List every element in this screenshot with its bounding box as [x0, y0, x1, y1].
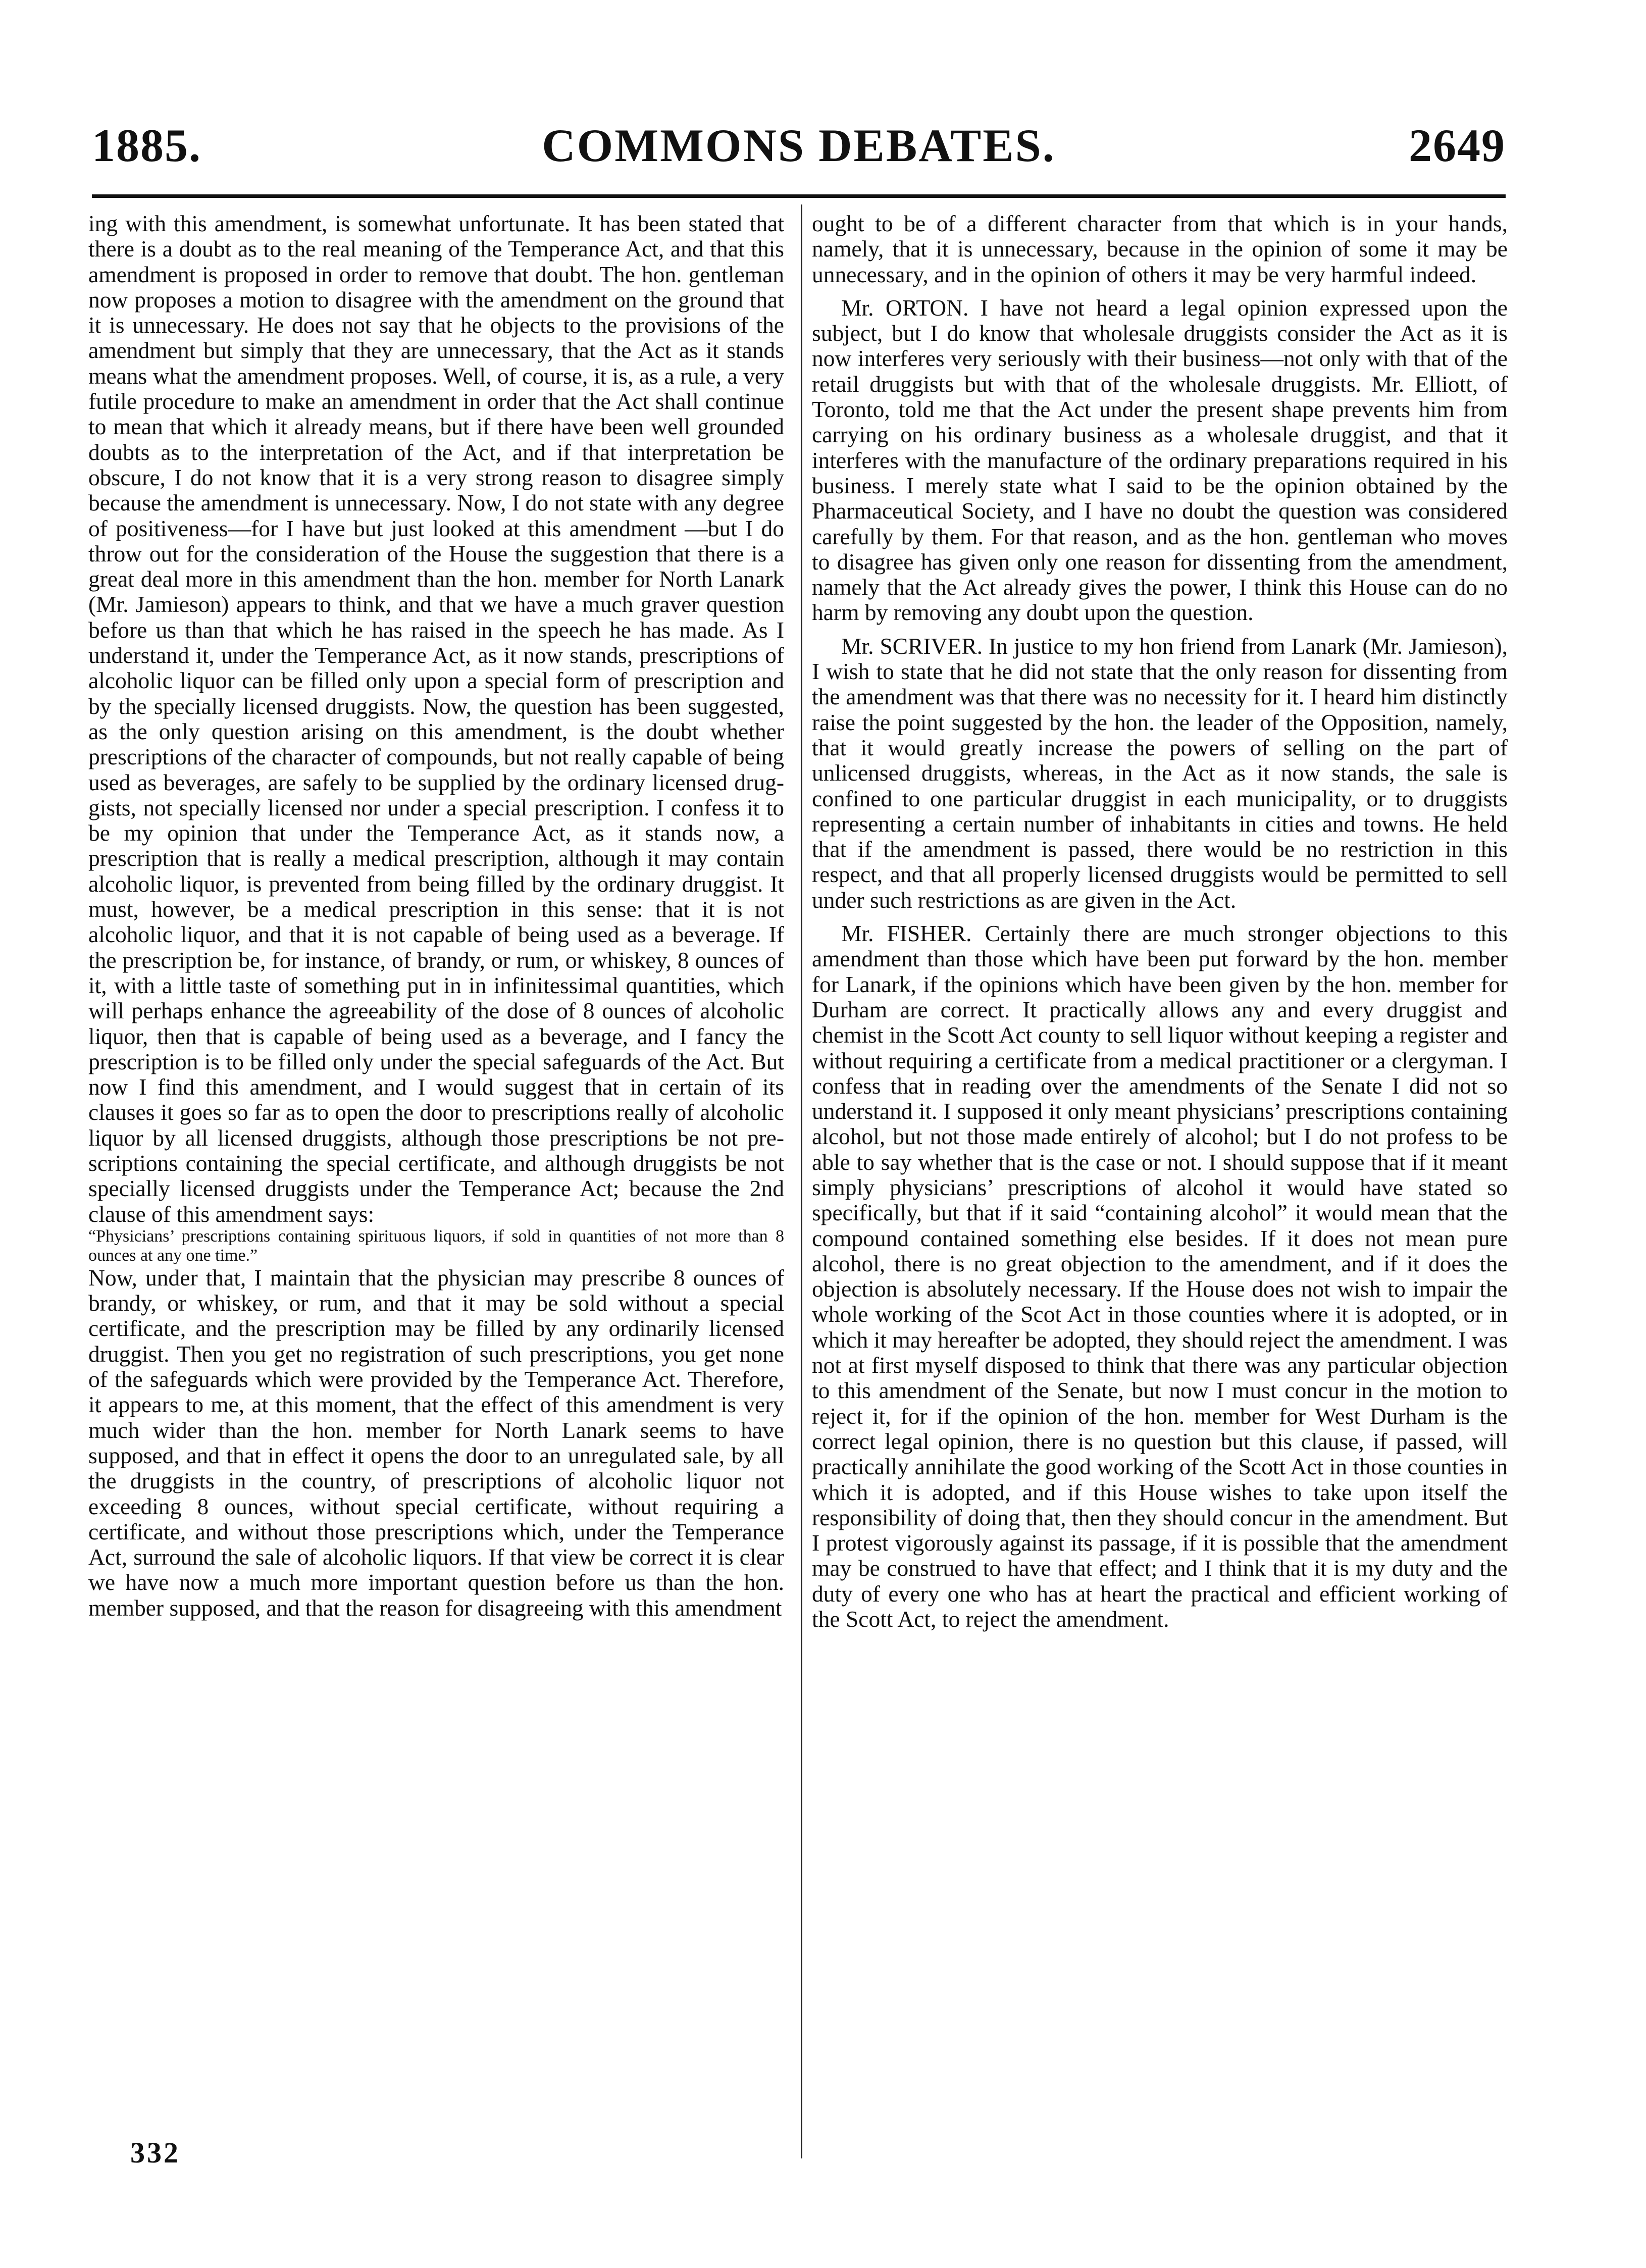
block-quote: “Physicians’ prescriptions containing spirituous liquors, if sold in quantities of not more than 8 ounces at any one time.”: [88, 1226, 784, 1265]
left-paragraph: ing with this amendment, is somewhat unfortunate. It has been stated that there is a doubt as to the real meaning of the Temperance Act, and that this amendment is proposed in order to remove that doubt. The hon. gentleman now proposes a motion to disagree with the amendment on the ground that it is unnecessary. He does not say that he objects to the provisions of the amendment but simply that they are unnecessary, that the Act as it stands means what the amendment proposes. Well, of course, it is, as a rule, a very futile procedure to make an amendment in order that the Act shall continue to mean that which it already means, but if there have been well grounded doubts as to the interpretation of the Act, and if that interpretation be obscure, I do not know that it is a very strong reason to disagree simply because the amendment is unnecessary. Now, I do not state with any degree of positiveness—for I have but just looked at this amendment —but I do throw out for the consideration of the House the suggestion that there is a great deal more in this amendment than the hon. member for North Lanark (Mr. Jamieson) appears to think, and that we have a much graver question before us than that which he has raised in the speech he has made. As I understand it, under the Temperance Act, as it now stands, prescriptions of alcoholic liquor can be filled only upon a special form of prescription and by the specially licensed druggists. Now, the question has been suggested, as the only question arising on this amendment, is the doubt whether prescriptions of the character of compounds, but not really capable of being used as beverages, are safely to be supplied by the ordinary licensed druggists, not specially licensed nor under a special prescription. I confess it to be my opinion that under the Temperance Act, as it stands now, a prescription that is really a medical prescription, although it may contain alcoholic liquor, is prevented from being filled by the ordinary druggist. It must, however, be a medical prescription in this sense: that it is not alcoholic liquor, and that it is not capable of being used as a beverage. If the prescription be, for instance, of brandy, or rum, or whiskey, 8 ounces of it, with a little taste of something put in in infinitessimal quantities, which will perhaps enhance the agreeability of the dose of 8 ounces of alcoholic liquor, then that is capable of being used as a beverage, and I fancy the prescription is to be filled only under the special safeguards of the Act. But now I find this amendment, and I would suggest that in certain of its clauses it goes so far as to open the door to prescriptions really of alcoholic liquor by all licensed druggists, although those prescriptions be not prescriptions containing the special certificate, and although druggists be not specially licensed druggists under the Temperance Act; because the 2nd clause of this amendment says:: [88, 211, 784, 1227]
speech-fisher: [812, 921, 1508, 1632]
left-continuation: Now, under that, I maintain that the physician may prescribe 8 ounces of brandy, or whiskey, or rum, and that it may be sold without a special certificate, and the prescription may be filled by any ordinarily licensed druggist. Then you get no registration of such prescriptions, you get none of the safeguards which were provided by the Temperance Act. Therefore, it appears to me, at this moment, that the effect of this amendment is very much wider than the hon. member for North Lanark seems to have supposed, and that in effect it opens the door to an unregulated sale, by all the druggists in the country, of prescriptions of alcoholic liquor not exceeding 8 ounces, without special certificate, without requiring a certificate, and without those prescriptions which, under the Temperance Act, surround the sale of alcoholic liquors. If that view be correct it is clear we have now a much more important question before us than the hon. member supposed, and that the reason for disagreeing with this amendment: [88, 1264, 784, 1621]
left-column: [88, 211, 784, 1621]
speaker-name: Mr. SCRIVER.: [841, 633, 983, 659]
speech-text: Certainly there are much stronger objections to this amendment than those which have been put forward by the hon. member for Lanark, if the opinions which have been given by the hon. member for Durham are correct. It practically allows any and every druggist and chemist in the Scott Act county to sell liquor without keeping a register and without requiring a certificate from a medical practitioner or a clergyman. I confess that in reading over the amendments of the Senate I did not so understand it. I supposed it only meant physicians’ prescriptions containing alcohol, but not those made entirely of alcohol; but I do not profess to be able to say whether that is the case or not. I should suppose that if it meant simply physicians’ prescriptions of alcohol it would have stated so specifically, but that if it said “containing alcohol” it would mean that the compound contained something else besides. If it does not mean pure alcohol, there is no great objection to the amendment, and if it does the objection is absolutely necessary. If the House does not wish to impair the whole working of the Scot Act in those counties where it is adopted, or in which it may hereafter be adopted, they should reject the amendment. I was not at first myself disposed to think that there was any particular objection to this amendment of the Senate, but now I must concur in the motion to reject it, for if the opinion of the hon. member for West Durham is the correct legal opinion, there is no question but this clause, if passed, will practically annihilate the good working of the Scott Act in those counties in which it is adopted, and if this House wishes to take upon itself the responsibility of doing that, then they should concur in the amendment. But I protest vigorously against its passage, if it is possible that the amendment may be construed to have that effect; and I think that it is my duty and the duty of every one who has at heart the practical and efficient working of the Scott Act, to reject the amendment.: [812, 920, 1508, 1632]
speech-text: In justice to my hon friend from Lanark (Mr. Jamieson), I wish to state that he did not state that the only reason for dissenting from the amendment was that there was no necessity for it. I heard him distinctly raise the point suggested by the hon. the leader of the Opposition, namely, that it would greatly increase the powers of selling on the part of unlicensed druggists, whereas, in the Act as it now stands, the sale is confined to one particular druggist in each municipality, or to druggists representing a certain number of inhabitants in cities and towns. He held that if the amendment is passed, there would be no restriction in this respect, and that all properly licensed druggists would be permitted to sell under such restrictions as are given in the Act.: [812, 633, 1508, 913]
speaker-name: Mr. ORTON.: [841, 294, 969, 321]
paragraph-text: ought to be of a different character from that which is in your hands, namely, that it is unnecessary, because in the opinion of some it may be unnecessary, and in the opinion of others it may be very harmful indeed.: [812, 211, 1508, 287]
speech-orton: [812, 295, 1508, 626]
right-column: [812, 211, 1508, 1632]
signature-mark: 332: [130, 2136, 180, 2169]
header-year: 1885.: [92, 120, 201, 171]
speech-text: I have not heard a legal opinion expressed upon the subject, but I do know that wholesale druggists consider the Act as it is now interferes very seriously with their business—not only with that of the retail druggists but with that of the wholesale druggists. Mr. Elliott, of Toronto, told me that the Act under the present shape prevents him from carrying on his ordinary business as a wholesale druggist, and that it interferes with the manufacture of the ordinary preparations required in his business. I merely state what I said to be the opinion obtained by the Pharmaceutical Society, and I have no doubt the question was considered carefully by them. For that reason, and as the hon. gentleman who moves to disagree has given only one reason for dissenting from the amendment, namely that the Act already gives the power, I think this House can do no harm by removing any doubt upon the question.: [812, 294, 1508, 626]
column-divider: [801, 204, 802, 2158]
speech-scriver: [812, 634, 1508, 913]
page-header: [92, 119, 1506, 174]
header-title: COMMONS DEBATES.: [542, 120, 1056, 171]
header-rule: [92, 194, 1506, 198]
speaker-name: Mr. FISHER.: [841, 920, 972, 947]
right-paragraph: [812, 211, 1508, 287]
header-page-number: 2649: [1409, 120, 1506, 171]
